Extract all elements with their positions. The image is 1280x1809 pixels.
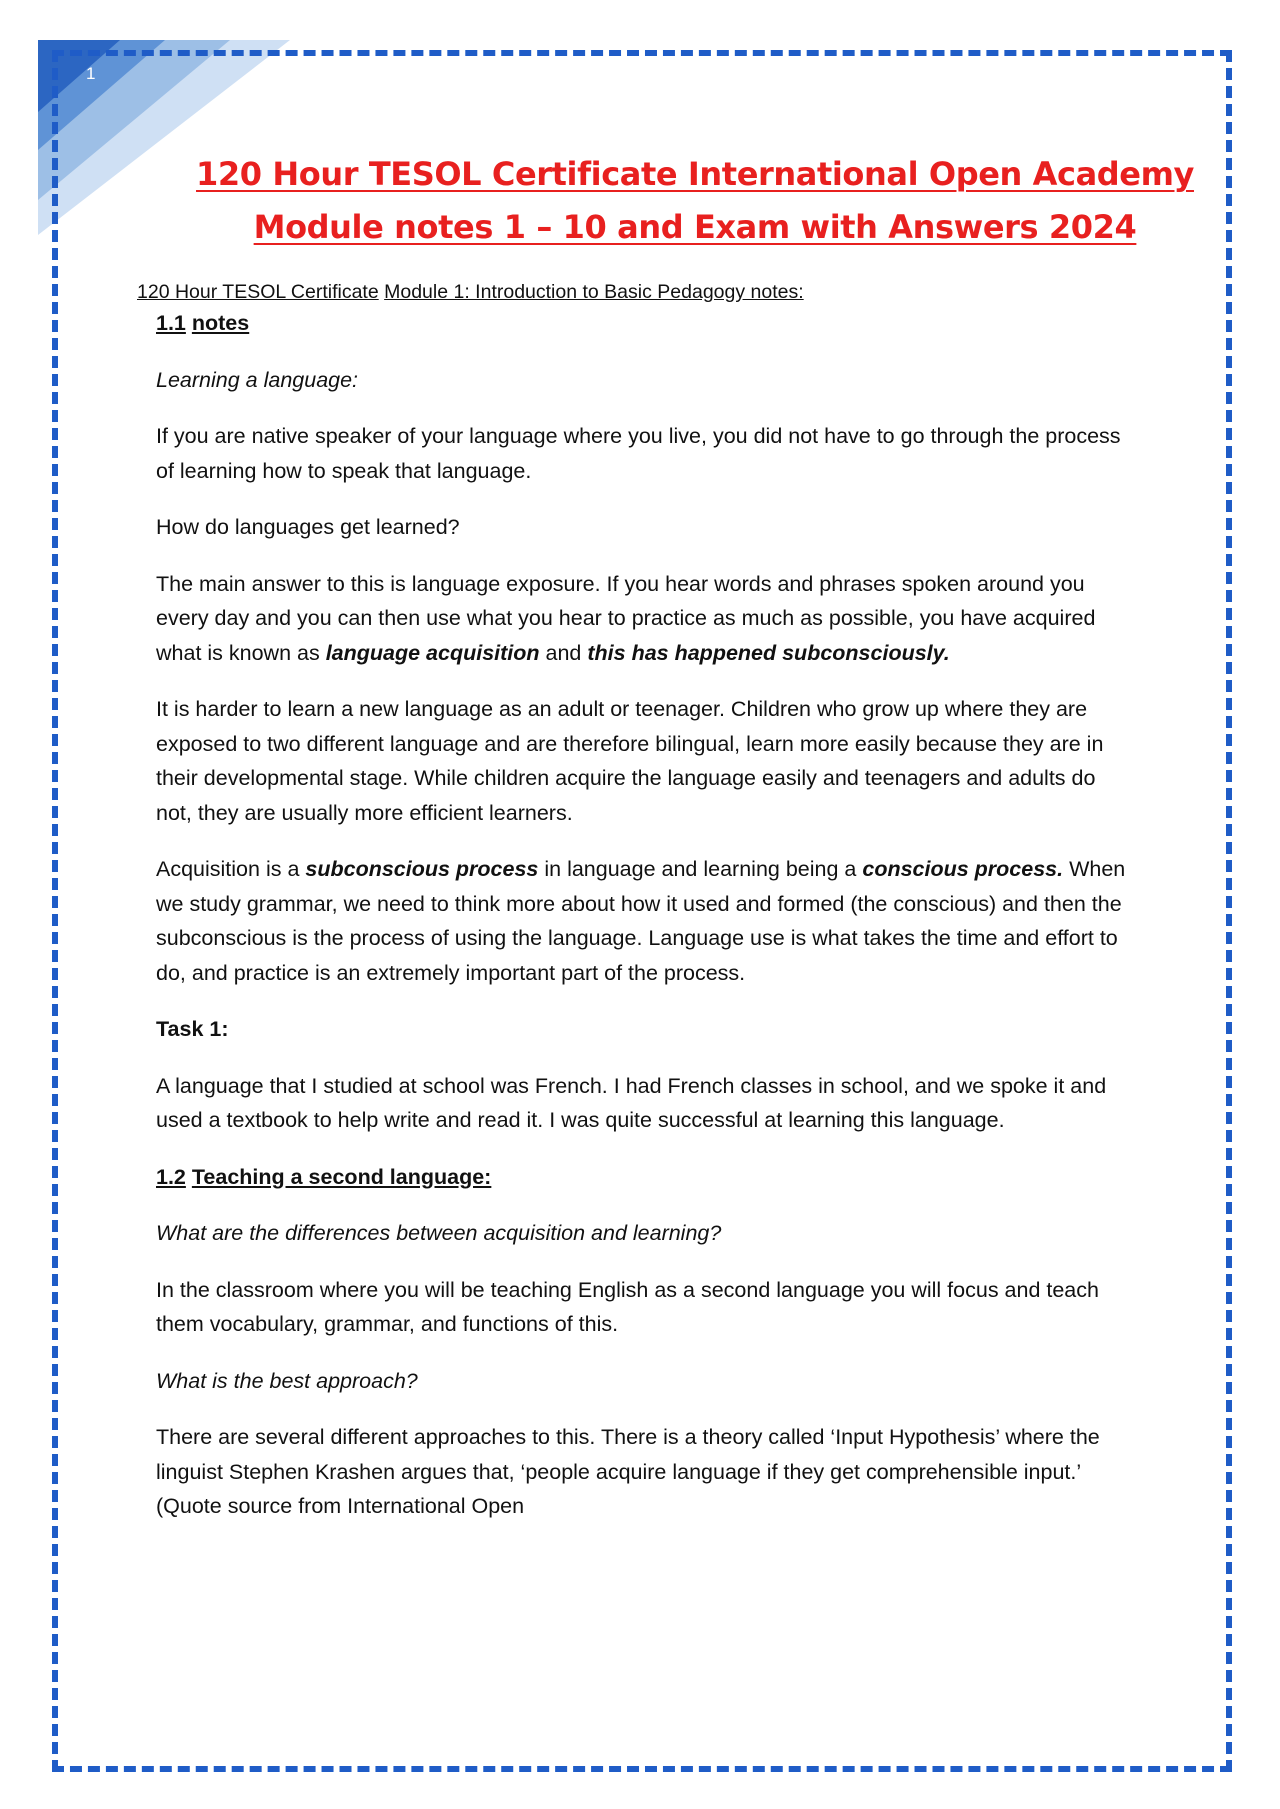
document-title xyxy=(150,148,1240,254)
paragraph: It is harder to learn a new language as an adult or teenager. Children who grow up where they are exposed to two different language and are therefore bilingual, learn more easily because they are in their developmental stage. While children acquire the language easily and teenagers and adults do not, they are usually more efficient learners. xyxy=(156,697,1104,825)
section-number: 1.2 xyxy=(156,1164,186,1189)
title-line-2: Module notes 1 – 10 and Exam with Answers 2024 xyxy=(253,208,1137,246)
title-line-1: 120 Hour TESOL Certificate International Open Academy xyxy=(196,155,1194,193)
question: How do languages get learned? xyxy=(156,515,460,539)
subheading: Learning a language: xyxy=(156,367,359,392)
section-title: notes xyxy=(191,311,250,335)
paragraph xyxy=(156,852,1126,990)
paragraph: If you are native speaker of your language where you live, you did not have to go through the process of learning how to speak that language. xyxy=(156,424,1121,483)
section-heading-1-2 xyxy=(156,1160,1126,1195)
emphasis: this has happened subconsciously. xyxy=(587,640,950,665)
question: What are the differences between acquisition and learning? xyxy=(156,1221,722,1245)
section-title: Teaching a second language: xyxy=(191,1164,492,1189)
text-run: and xyxy=(539,640,588,665)
paragraph: A language that I studied at school was French. I had French classes in school, and we spoke it and used a textbook to help write and read it. I was quite successful at learning this language. xyxy=(156,1073,1107,1132)
paragraph xyxy=(156,567,1126,671)
emphasis: language acquisition xyxy=(325,640,540,665)
section-number: 1.1 xyxy=(156,311,186,335)
text-run: The main answer to this is language exposure. If you hear words and phrases spoken around you every day and you can then use what you hear to practice as much as possible, you have acquired what is known as xyxy=(156,571,1096,665)
module-heading xyxy=(137,280,804,304)
section-heading-1-1 xyxy=(156,306,1126,341)
page-number: 1 xyxy=(86,64,96,83)
paragraph: In the classroom where you will be teaching English as a second language you will focus and teach them vocabulary, grammar, and functions of this. xyxy=(156,1277,1099,1336)
question: What is the best approach? xyxy=(156,1368,418,1393)
text-run: Acquisition is a xyxy=(156,857,306,881)
paragraph: There are several different approaches to this. There is a theory called ‘Input Hypothesis’ where the linguist Stephen Krashen argues that, ‘people acquire language if they get comprehensible input.’ (Quote source from International Open xyxy=(156,1425,1100,1518)
document-body xyxy=(156,306,1126,1546)
emphasis: conscious process. xyxy=(862,857,1064,881)
module-heading-course: 120 Hour TESOL Certificate xyxy=(137,281,379,303)
emphasis: subconscious process xyxy=(305,857,539,881)
task-label: Task 1: xyxy=(156,1017,229,1041)
text-run: When we study grammar, we need to think more about how it used and formed (the conscious) and then the subconscious is the process of using the language. Language use is what takes the time and effort to do, and practice is an extremely important part of the process. xyxy=(156,857,1126,985)
module-heading-title: Module 1: Introduction to Basic Pedagogy notes: xyxy=(384,281,804,303)
text-run: in language and learning being a xyxy=(538,857,863,881)
